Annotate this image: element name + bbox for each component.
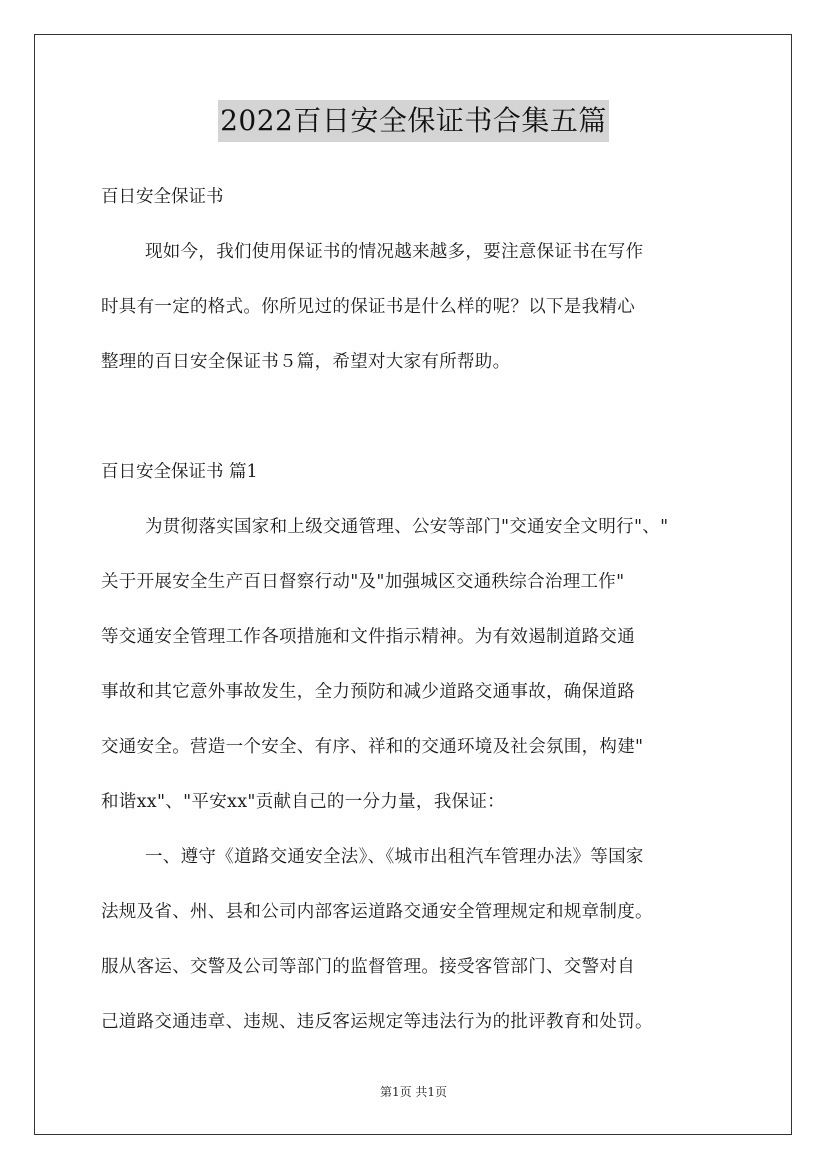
document-body [101,170,741,1050]
intro-line: 现如今，我们使用保证书的情况越来越多，要注意保证书在写作 [145,242,644,262]
paragraph-line: 事故和其它意外事故发生，全力预防和减少道路交通事故，确保道路 [101,682,635,702]
intro-line: 整理的百日安全保证书５篇，希望对大家有所帮助。 [101,352,511,372]
paragraph-line: 关于开展安全生产百日督察行动"及"加强城区交通秩综合治理工作" [101,572,625,592]
title-area [0,100,827,142]
piece1-heading: 百日安全保证书 篇1 [101,462,258,482]
paragraph-line: 等交通安全管理工作各项措施和文件指示精神。为有效遏制道路交通 [101,627,635,647]
paragraph-line: 己道路交通违章、违规、违反客运规定等违法行为的批评教育和处罚。 [101,1012,653,1032]
paragraph-line: 为贯彻落实国家和上级交通管理、公安等部门"交通安全文明行"、" [145,517,669,537]
paragraph-line: 和谐xx"、"平安xx"贡献自己的一分力量，我保证： [101,792,505,812]
paragraph-line: 法规及省、州、县和公司内部客运道路交通安全管理规定和规章制度。 [101,902,653,922]
paragraph-line: 服从客运、交警及公司等部门的监督管理。接受客管部门、交警对自 [101,957,635,977]
intro-line: 时具有一定的格式。你所见过的保证书是什么样的呢？以下是我精心 [101,297,635,317]
spacer [101,390,741,445]
document-title: 2022百日安全保证书合集五篇 [218,100,609,142]
page-footer: 第1页 共1页 [379,1085,448,1099]
section-heading: 百日安全保证书 [101,187,224,207]
paragraph-line: 一、遵守《道路交通安全法》、《城市出租汽车管理办法》等国家 [145,847,644,867]
paragraph-line: 交通安全。营造一个安全、有序、祥和的交通环境及社会氛围，构建" [101,737,644,757]
